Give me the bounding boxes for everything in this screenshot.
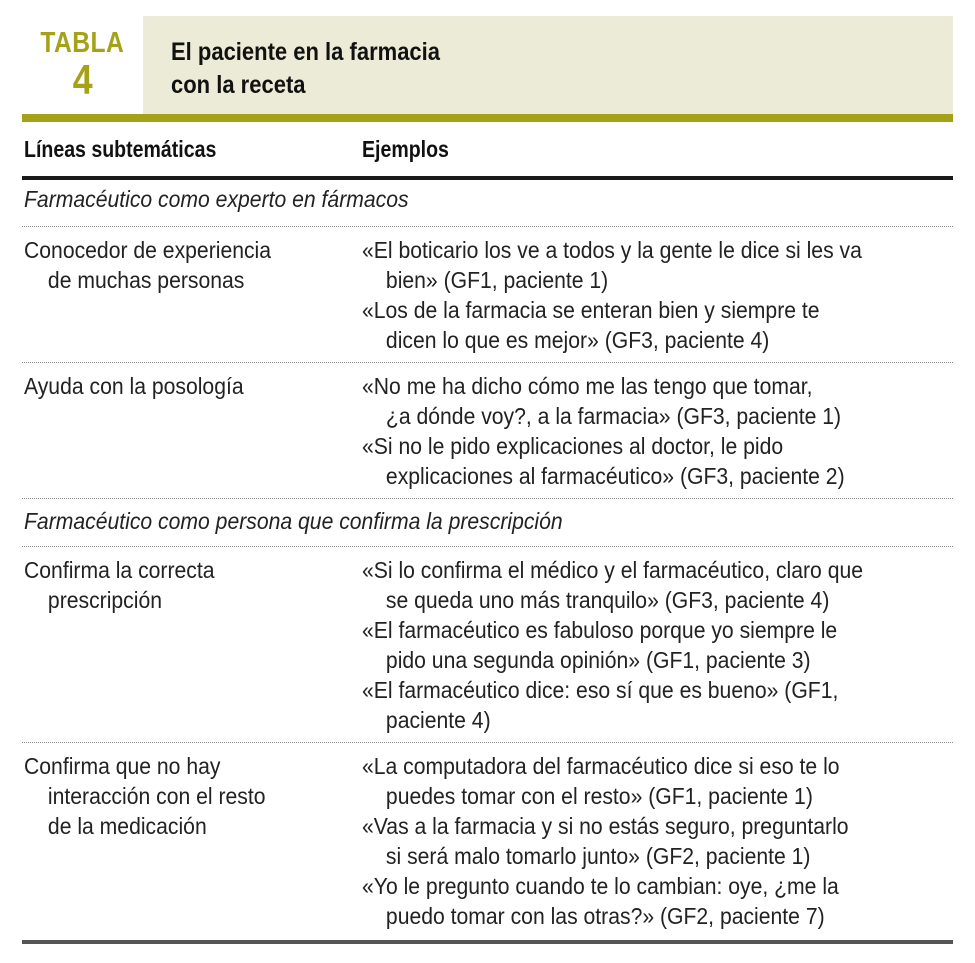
example-quote: «El boticario los ve a todos y la gente le dice si les va [362,237,862,263]
subtheme-cell [24,751,318,841]
example-quote-cont: si será malo tomarlo junto» (GF2, paciente 1) [385,843,811,869]
section-title: Farmacéutico como experto en fármacos [24,186,409,212]
example-quote: «Vas a la farmacia y si no estás seguro, preguntarlo [362,813,849,839]
column-header-subthemes: Líneas subtemáticas [24,136,217,162]
subtheme-line: Confirma que no hay [24,753,221,779]
example-quote: «Los de la farmacia se enteran bien y siempre te [362,297,820,323]
example-quote: «La computadora del farmacéutico dice si eso te lo [362,753,840,779]
row-divider [22,498,953,499]
subtheme-line: de la medicación [47,813,207,839]
header-rule [22,114,953,122]
example-quote: «No me ha dicho cómo me las tengo que tomar, [362,373,813,399]
subtheme-line: Ayuda con la posología [24,373,244,399]
example-quote-cont: paciente 4) [385,707,491,733]
subtheme-line: de muchas personas [47,267,245,293]
example-quote: «El farmacéutico dice: eso sí que es bueno» (GF1, [362,677,839,703]
table-bottom-rule [22,940,953,944]
subtheme-line: prescripción [47,587,162,613]
subtheme-cell [24,371,318,401]
table-header [22,16,953,114]
table-tag [22,16,143,114]
examples-cell [362,235,951,355]
example-quote-cont: bien» (GF1, paciente 1) [385,267,609,293]
section-title: Farmacéutico como persona que confirma la prescripción [24,508,563,534]
example-quote: «Si lo confirma el médico y el farmacéutico, claro que [362,557,864,583]
example-quote: «Si no le pido explicaciones al doctor, le pido [362,433,784,459]
subtheme-line: Confirma la correcta [24,557,215,583]
row-divider [22,546,953,547]
examples-cell [362,751,951,931]
subtheme-line: Conocedor de experiencia [24,237,272,263]
table-title-box [143,16,953,114]
table-title [171,36,440,102]
table-tag-number: 4 [72,56,93,103]
row-divider [22,226,953,227]
example-quote-cont: explicaciones al farmacéutico» (GF3, paciente 2) [385,463,845,489]
example-quote-cont: puedo tomar con las otras?» (GF2, paciente 7) [385,903,825,929]
example-quote: «Yo le pregunto cuando te lo cambian: oye, ¿me la [362,873,839,899]
example-quote-cont: se queda uno más tranquilo» (GF3, paciente 4) [385,587,830,613]
examples-cell [362,555,951,735]
example-quote: «El farmacéutico es fabuloso porque yo siempre le [362,617,838,643]
row-divider [22,362,953,363]
table-tag-word: TABLA [40,27,125,59]
example-quote-cont: pido una segunda opinión» (GF1, paciente 3) [385,647,811,673]
example-quote-cont: puedes tomar con el resto» (GF1, paciente 1) [385,783,813,809]
example-quote-cont: dicen lo que es mejor» (GF3, paciente 4) [385,327,770,353]
row-divider [22,742,953,743]
column-header-examples: Ejemplos [362,136,449,162]
table-title-line2: con la receta [171,71,306,99]
table-title-line1: El paciente en la farmacia [171,38,441,66]
subtheme-cell [24,235,318,295]
example-quote-cont: ¿a dónde voy?, a la farmacia» (GF3, paciente 1) [385,403,842,429]
column-header-rule [22,176,953,180]
subtheme-line: interacción con el resto [47,783,266,809]
subtheme-cell [24,555,318,615]
examples-cell [362,371,951,491]
